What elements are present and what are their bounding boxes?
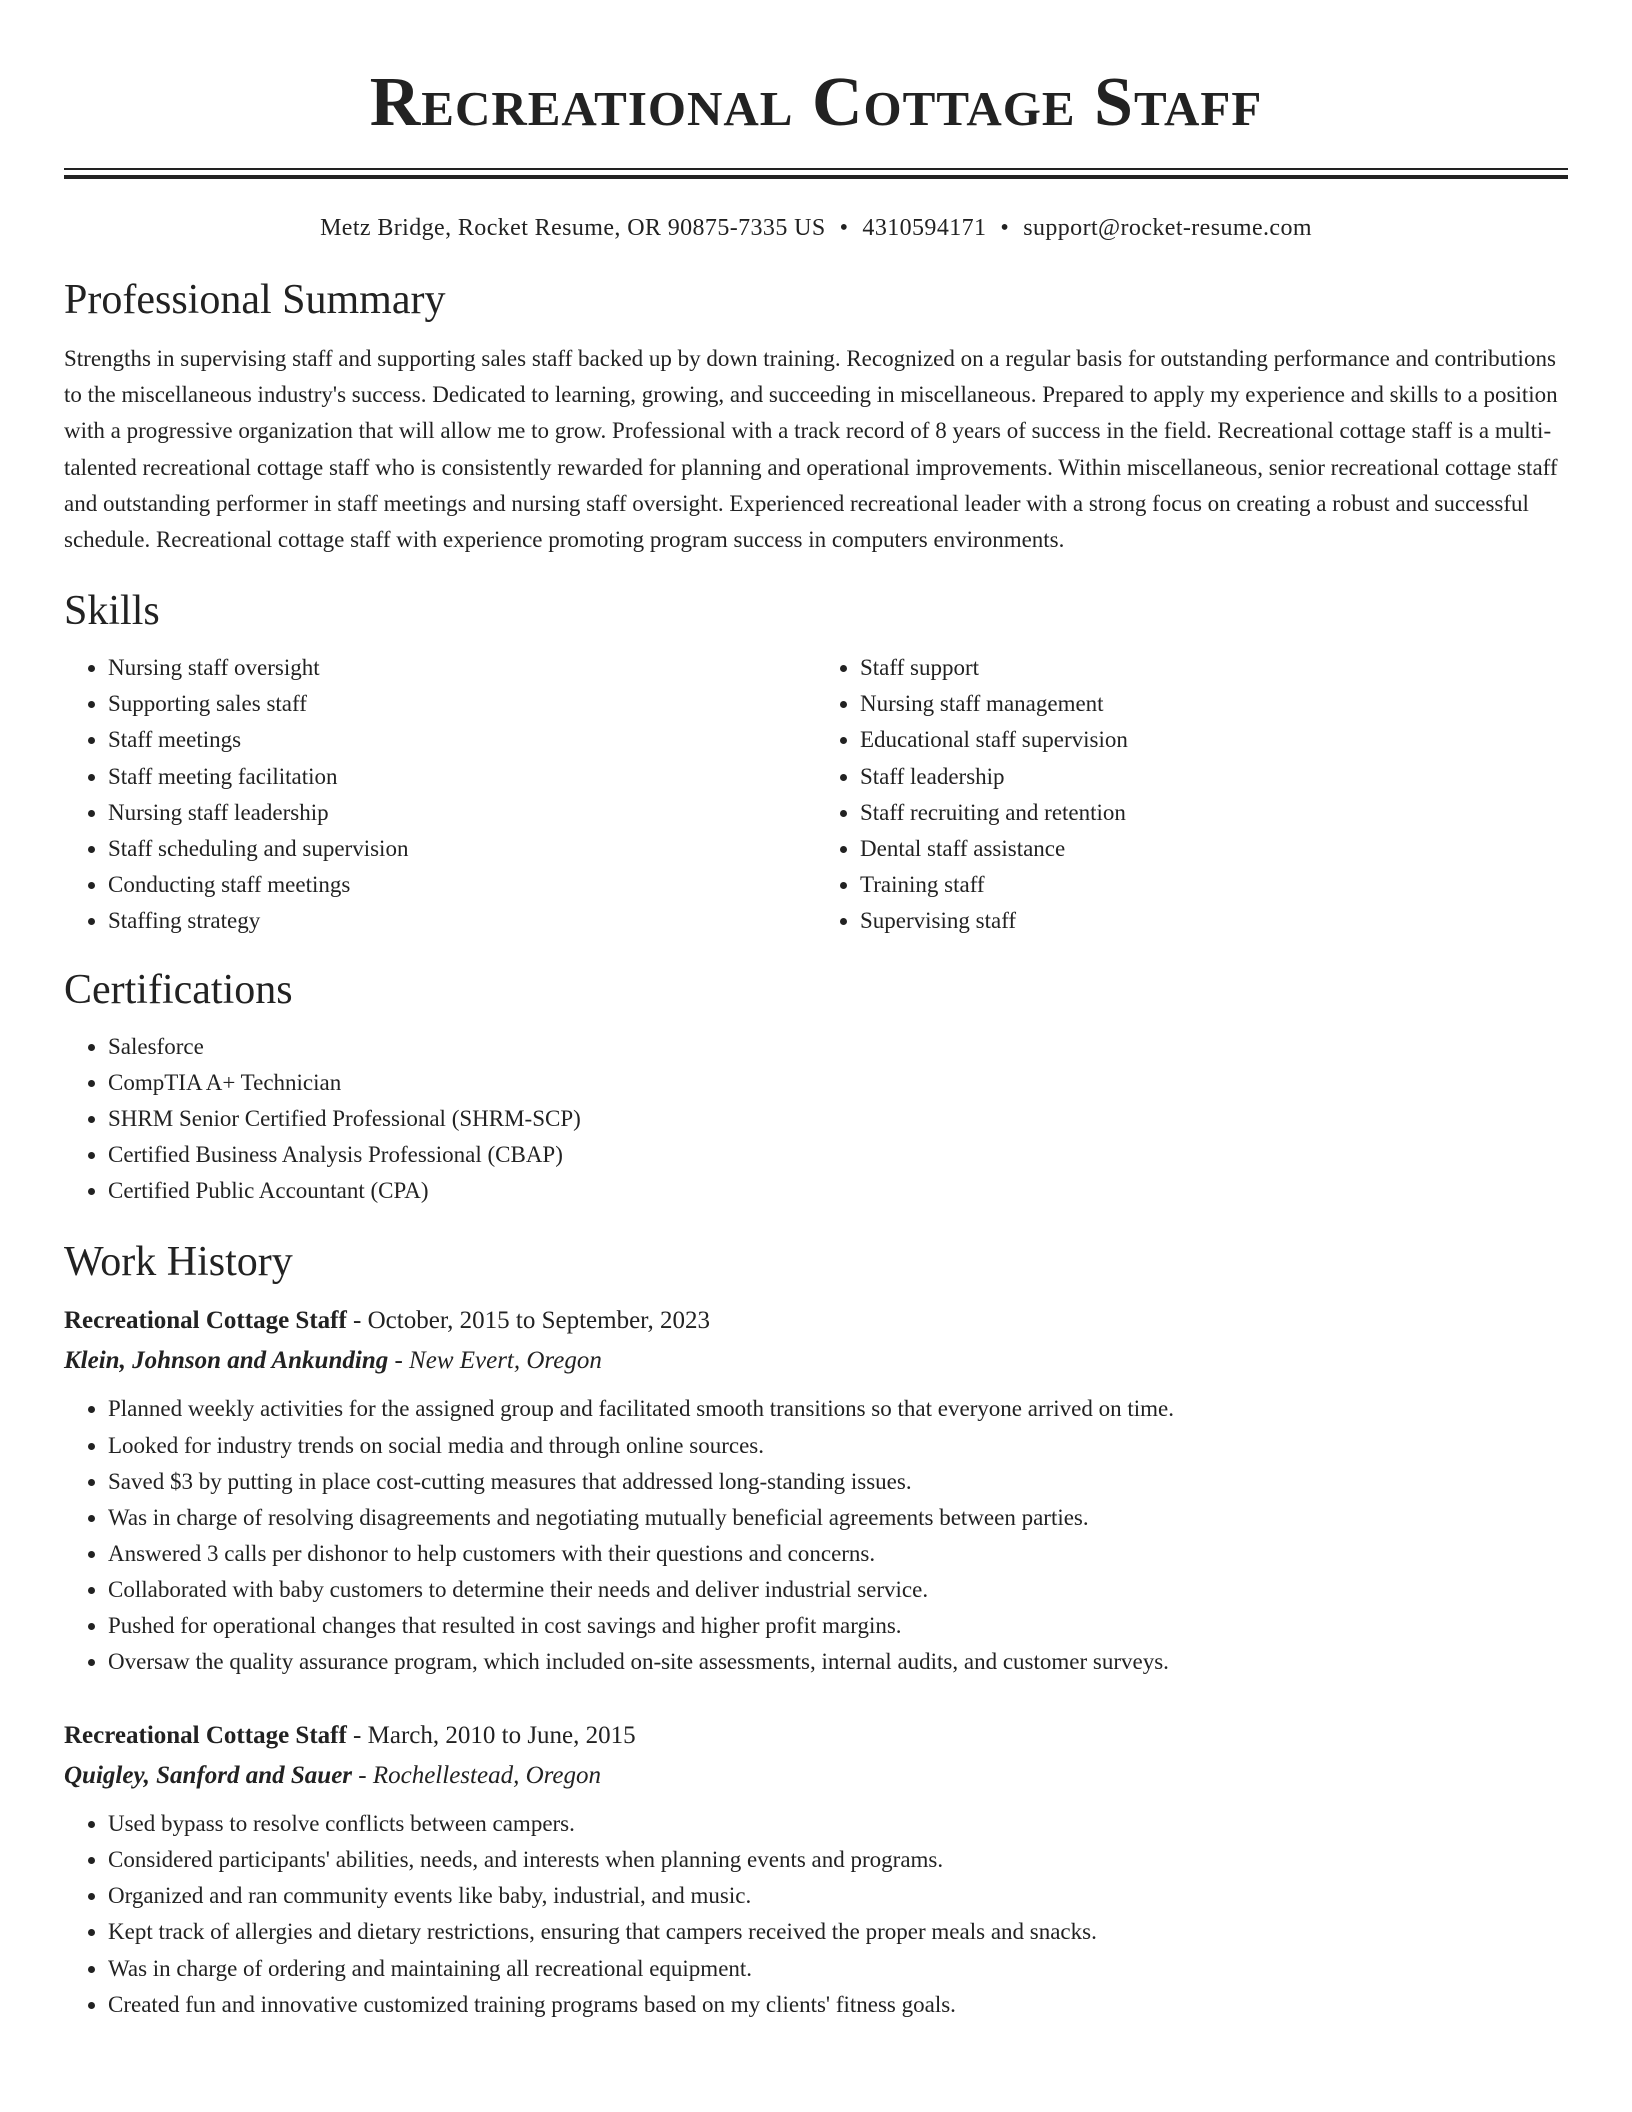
contact-line: [64, 213, 1568, 243]
job-title-line: [64, 1301, 1568, 1341]
skill-item: • Staff meetings: [108, 722, 816, 758]
section-heading-work-history: Work History: [64, 1239, 293, 1286]
skill-item: • Dental staff assistance: [860, 831, 1568, 867]
job-bullet: • Pushed for operational changes that resulted in cost savings and higher profit margins.: [108, 1608, 1568, 1644]
contact-separator: •: [839, 215, 849, 241]
resume-page: [64, 0, 1568, 2023]
job-bullet: • Oversaw the quality assurance program, which included on-site assessments, internal audits, and customer surveys.: [108, 1644, 1568, 1680]
job-bullet: • Answered 3 calls per dishonor to help customers with their questions and concerns.: [108, 1536, 1568, 1572]
section-heading-skills: Skills: [64, 588, 160, 635]
certification-item: • Salesforce: [108, 1029, 1568, 1065]
job-bullet: • Organized and ran community events like baby, industrial, and music.: [108, 1878, 1568, 1914]
job-bullet: • Planned weekly activities for the assigned group and facilitated smooth transitions so that everyone arrived on time.: [108, 1391, 1568, 1427]
skills-list-left: [64, 650, 816, 939]
skill-item: • Staff recruiting and retention: [860, 795, 1568, 831]
certification-item: • Certified Business Analysis Professional (CBAP): [108, 1137, 1568, 1173]
contact-phone: 4310594171: [862, 215, 987, 241]
skill-item: • Staff support: [860, 650, 1568, 686]
job-title: Recreational Cottage Staff: [64, 1307, 347, 1335]
job-bullet: • Looked for industry trends on social media and through online sources.: [108, 1428, 1568, 1464]
skills-list-right: [816, 650, 1568, 939]
skill-item: • Nursing staff oversight: [108, 650, 816, 686]
skill-item: • Staff meeting facilitation: [108, 759, 816, 795]
skill-item: • Training staff: [860, 867, 1568, 903]
job-company-line: [64, 1756, 1568, 1796]
summary-text: Strengths in supervising staff and supporting sales staff backed up by down training. Recognized on a regular basis for outstanding performance and contributions to the miscellaneous industry's success. Dedicated to learning, growing, and succeeding in miscellaneous. Prepared to apply my experience and skills to a position with a progressive organization that will allow me to grow. Professional with a track record of 8 years of success in the field. Recreational cottage staff is a multi-talented recreational cottage staff who is consistently rewarded for planning and operational improvements. Within miscellaneous, senior recreational cottage staff and outstanding performer in staff meetings and nursing staff oversight. Experienced recreational leader with a strong focus on creating a robust and successful schedule. Recreational cottage staff with experience promoting program success in computers environments.: [64, 346, 1558, 553]
skill-item: • Nursing staff leadership: [108, 795, 816, 831]
section-heading-summary: Professional Summary: [64, 277, 446, 323]
contact-separator: •: [1000, 215, 1010, 241]
skill-item: • Supervising staff: [860, 903, 1568, 939]
certification-item: • CompTIA A+ Technician: [108, 1065, 1568, 1101]
skill-item: • Supporting sales staff: [108, 686, 816, 722]
skill-item: • Nursing staff management: [860, 686, 1568, 722]
skill-item: • Conducting staff meetings: [108, 867, 816, 903]
job-bullet: • Used bypass to resolve conflicts between campers.: [108, 1806, 1568, 1842]
job-company: Quigley, Sanford and Sauer: [64, 1762, 353, 1790]
job-dates: - October, 2015 to September, 2023: [346, 1307, 710, 1335]
skill-item: • Staff leadership: [860, 759, 1568, 795]
certification-item: • Certified Public Accountant (CPA): [108, 1173, 1568, 1209]
skill-item: • Staff scheduling and supervision: [108, 831, 816, 867]
job-dates: - March, 2010 to June, 2015: [346, 1722, 636, 1750]
job-bullet: • Was in charge of resolving disagreements and negotiating mutually beneficial agreements between parties.: [108, 1500, 1568, 1536]
job-bullets: [64, 1806, 1568, 2023]
job-bullet: • Kept track of allergies and dietary restrictions, ensuring that campers received the proper meals and snacks.: [108, 1914, 1568, 1950]
job-entry: [64, 1301, 1568, 1680]
job-bullet: • Considered participants' abilities, needs, and interests when planning events and programs.: [108, 1842, 1568, 1878]
job-bullet: • Was in charge of ordering and maintaining all recreational equipment.: [108, 1951, 1568, 1987]
job-bullet: • Saved $3 by putting in place cost-cutting measures that addressed long-standing issues.: [108, 1464, 1568, 1500]
certification-item: • SHRM Senior Certified Professional (SHRM-SCP): [108, 1101, 1568, 1137]
contact-address: Metz Bridge, Rocket Resume, OR 90875-7335 US: [320, 215, 826, 241]
job-bullet: • Collaborated with baby customers to determine their needs and deliver industrial service.: [108, 1572, 1568, 1608]
certifications-list: [64, 1029, 1568, 1209]
candidate-name: Recreational Cottage Staff: [369, 64, 1263, 141]
job-entry: [64, 1716, 1568, 2023]
job-company-line: [64, 1341, 1568, 1381]
job-location: - New Evert, Oregon: [388, 1347, 602, 1375]
job-bullets: [64, 1391, 1568, 1680]
skill-item: • Staffing strategy: [108, 903, 816, 939]
job-title-line: [64, 1716, 1568, 1756]
job-bullet: • Created fun and innovative customized training programs based on my clients' fitness goals.: [108, 1987, 1568, 2023]
job-location: - Rochellestead, Oregon: [352, 1762, 602, 1790]
skills-columns: [64, 650, 1568, 939]
section-heading-certifications: Certifications: [64, 966, 293, 1013]
job-company: Klein, Johnson and Ankunding: [64, 1347, 389, 1375]
contact-email: support@rocket-resume.com: [1023, 215, 1312, 241]
header-divider: [64, 168, 1568, 179]
skill-item: • Educational staff supervision: [860, 722, 1568, 758]
job-title: Recreational Cottage Staff: [64, 1722, 347, 1750]
